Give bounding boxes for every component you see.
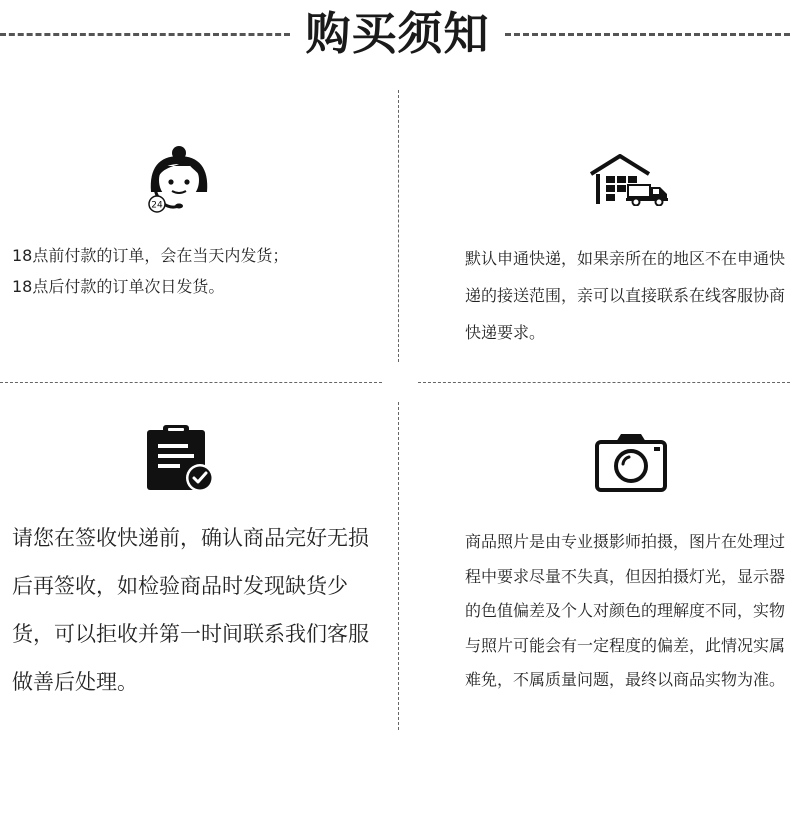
section-text-inspection: 请您在签收快递前，确认商品完好无损后再签收，如检验商品时发现缺货少货，可以拒收并第一时间联系我们客服做善后处理。 <box>12 526 369 694</box>
section-text-shipping: 默认申通快递，如果亲所在的地区不在申通快递的接送范围，亲可以直接联系在线客服协商快递要求。 <box>465 249 786 342</box>
customer-service-icon <box>146 144 212 216</box>
camera-icon <box>594 430 668 494</box>
vertical-divider-bottom <box>398 402 399 730</box>
section-text-dispatch: 18点前付款的订单，会在当天内发货； 18点后付款的订单次日发货。 <box>12 246 289 296</box>
vertical-divider-top <box>398 90 399 362</box>
header-rule-left <box>0 33 290 36</box>
horizontal-divider-right <box>418 382 790 383</box>
page-title: 购买须知 <box>305 7 490 60</box>
horizontal-divider-left <box>0 382 382 383</box>
icon-badge: 24 <box>151 200 163 211</box>
header-rule-right <box>505 33 790 36</box>
section-text-photos: 商品照片是由专业摄影师拍摄，图片在处理过程中要求尽量不失真，但因拍摄灯光，显示器的色值偏差及个人对颜色的理解度不同，实物与照片可能会有一定程度的偏差，此情况实属难免，不属质量问题，最终以商品实物为准。 <box>465 532 786 689</box>
warehouse-truck-icon <box>590 154 670 206</box>
clipboard-check-icon <box>146 424 214 492</box>
